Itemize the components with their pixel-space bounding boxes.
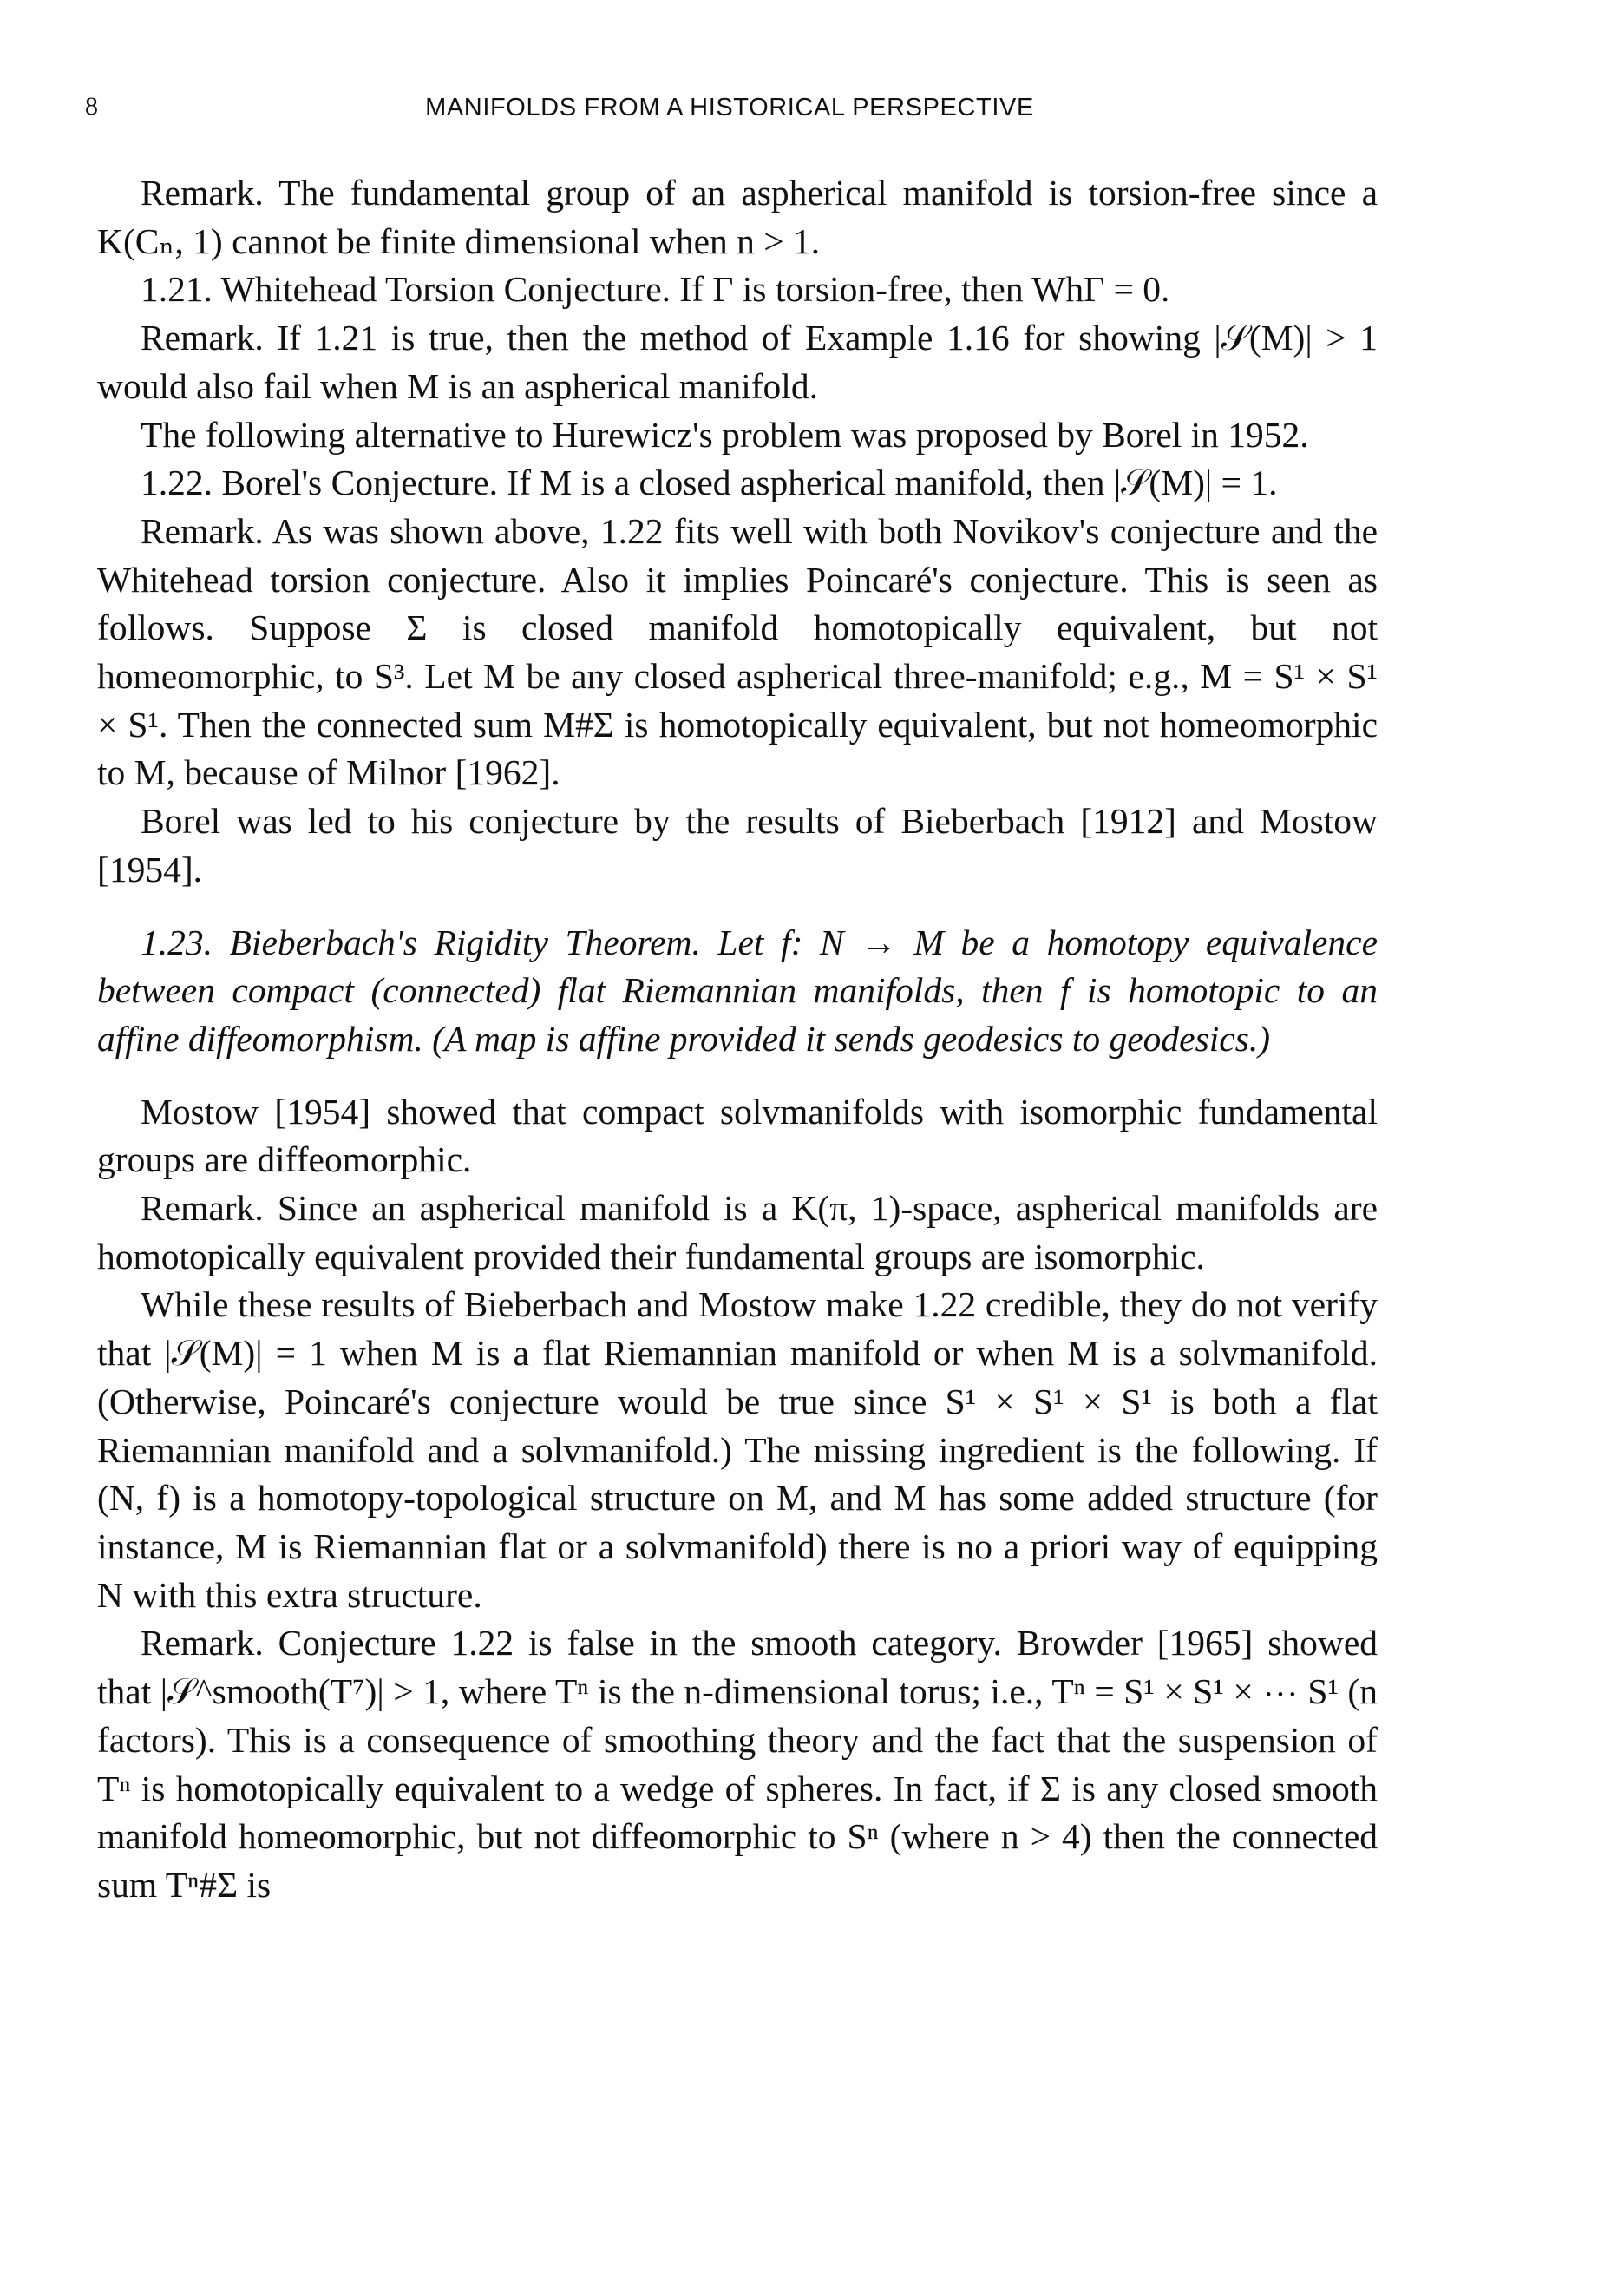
paragraph-credible: While these results of Bieberbach and Mostow make 1.22 credible, they do not verify that |𝒮(M)| = 1 when M is a flat Riemannian manifold or when M is a solvmanifold. (Otherwise, Poincaré's conjecture would be true since S¹ × S¹ × S¹ is both a flat Riemannian manifold and a solvmanifold.) The missing ingredient is the following. If (N, f) is a homotopy-topological structure on M, and M has some added structure (for instance, M is Riemannian flat or a solvmanifold) there is no a priori way of equipping N with this extra structure. — [97, 1284, 1378, 1615]
paragraph-remark-smooth: Remark. Conjecture 1.22 is false in the smooth category. Browder [1965] showed that |𝒮^smooth(T⁷)| > 1, where Tⁿ is the n-dimensional torus; i.e., Tⁿ = S¹ × S¹ × ⋯ S¹ (n factors). This is a consequence of smoothing theory and the fact that the suspension of Tⁿ is homotopically equivalent to a wedge of spheres. In fact, if Σ is any closed smooth manifold homeomorphic, but not diffeomorphic to Sⁿ (where n > 4) then the connected sum Tⁿ#Σ is — [97, 1623, 1378, 1905]
paragraph-remark-poincare: Remark. As was shown above, 1.22 fits well with both Novikov's conjecture and the Whitehead torsion conjecture. Also it implies Poincaré's conjecture. This is seen as follows. Suppose Σ is closed manifold homotopically equivalent, but not homeomorphic, to S³. Let M be any closed aspherical three-manifold; e.g., M = S¹ × S¹ × S¹. Then the connected sum M#Σ is homotopically equivalent, but not homeomorphic to M, because of Milnor [1962]. — [97, 510, 1378, 793]
page-header — [83, 92, 1376, 130]
paragraph-remark-torsion-free: Remark. The fundamental group of an aspherical manifold is torsion-free since a K(Cₙ, 1) cannot be finite dimensional when n > 1. — [97, 173, 1378, 261]
theorem-1-23: 1.23. Bieberbach's Rigidity Theorem. Let f: N → M be a homotopy equivalence between compact (connected) flat Riemannian manifolds, then f is homotopic to an affine diffeomorphism. (A map is affine provided it sends geodesics to geodesics.) — [97, 922, 1378, 1059]
body-text — [97, 169, 1378, 1910]
conjecture-1-22: 1.22. Borel's Conjecture. If M is a closed aspherical manifold, then |𝒮(M)| = 1. — [141, 463, 1278, 503]
paragraph-remark-1-21: Remark. If 1.21 is true, then the method of Example 1.16 for showing |𝒮(M)| > 1 would also fail when M is an aspherical manifold. — [97, 318, 1378, 406]
paragraph-borel-led: Borel was led to his conjecture by the results of Bieberbach [1912] and Mostow [1954]. — [97, 801, 1378, 889]
page-number: 8 — [85, 92, 98, 121]
paragraph-mostow: Mostow [1954] showed that compact solvmanifolds with isomorphic fundamental groups are diffeomorphic. — [97, 1091, 1378, 1180]
paragraph-borel-alternative: The following alternative to Hurewicz's problem was proposed by Borel in 1952. — [141, 414, 1309, 455]
paragraph-remark-k-pi-1: Remark. Since an aspherical manifold is a K(π, 1)-space, aspherical manifolds are homotopically equivalent provided their fundamental groups are isomorphic. — [97, 1188, 1378, 1276]
conjecture-1-21: 1.21. Whitehead Torsion Conjecture. If Γ is torsion-free, then WhΓ = 0. — [141, 269, 1170, 310]
running-title: MANIFOLDS FROM A HISTORICAL PERSPECTIVE — [425, 94, 1034, 121]
